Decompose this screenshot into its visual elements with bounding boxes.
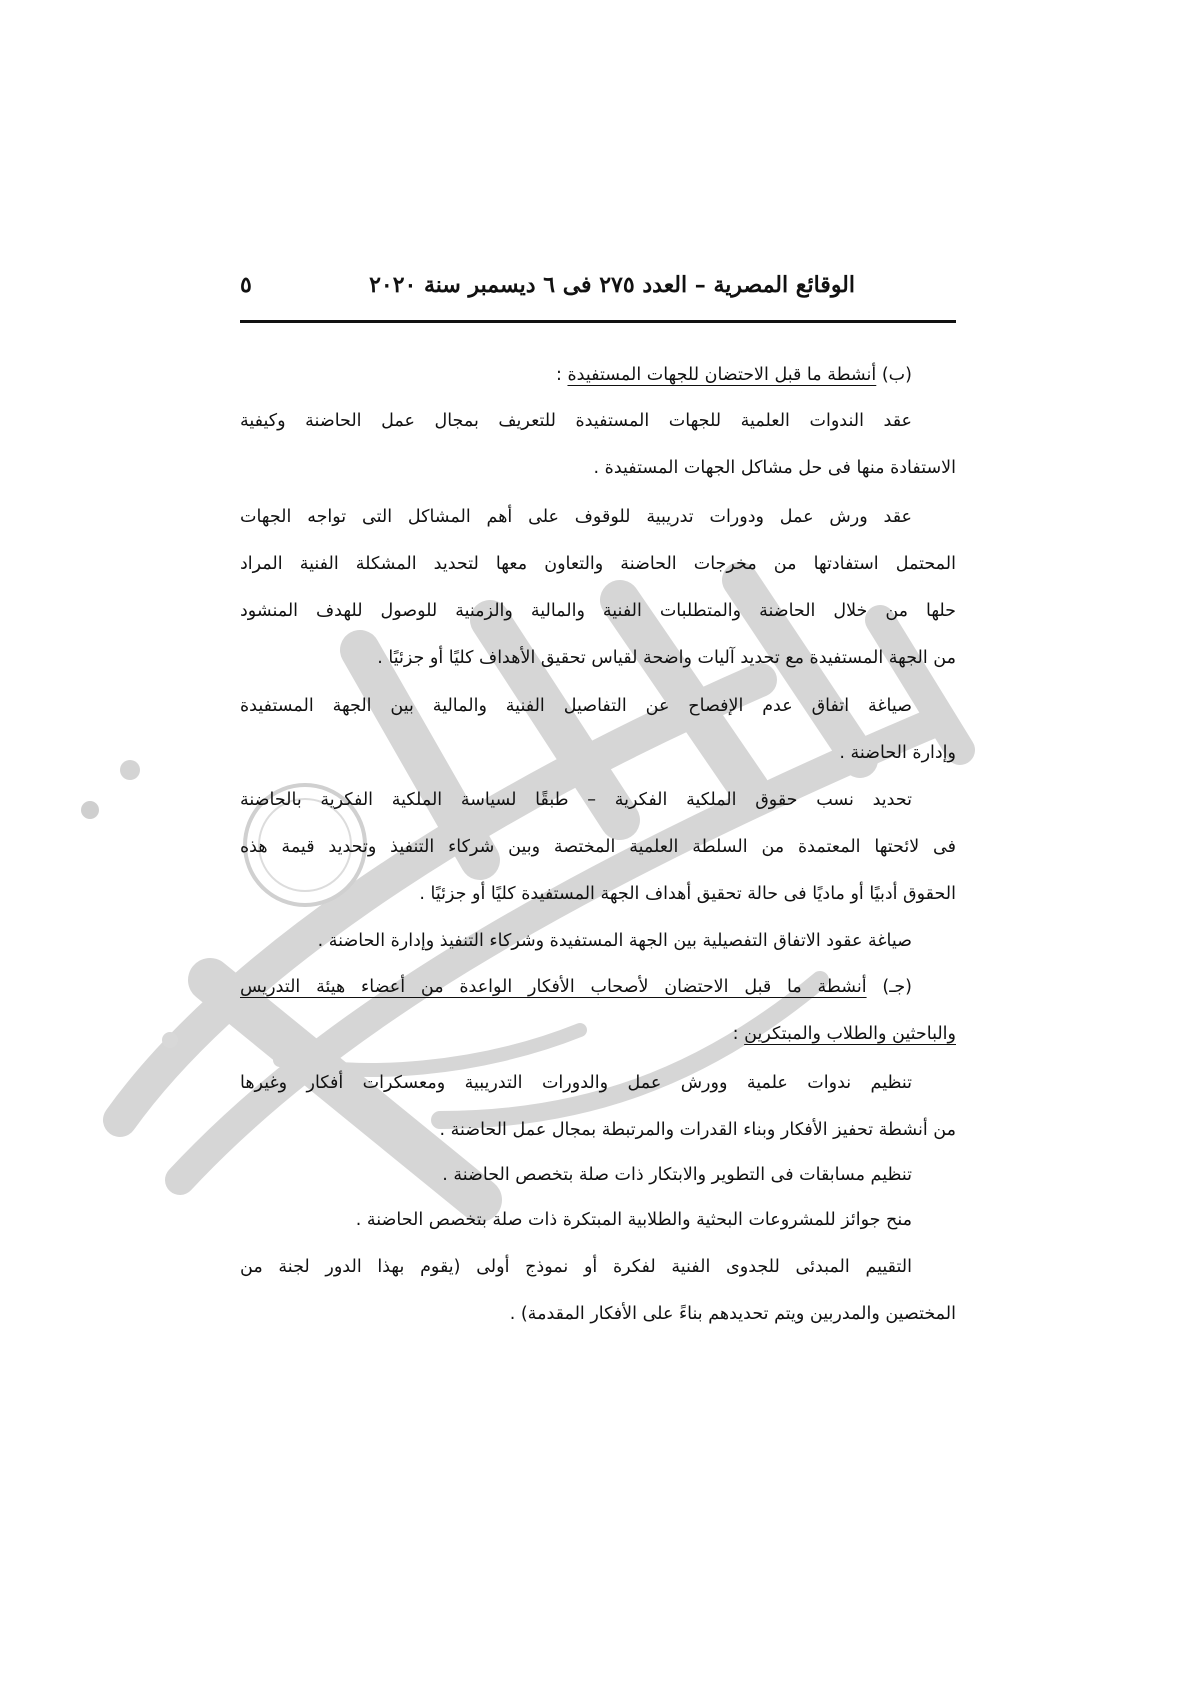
paragraph-line: التقييم المبدئى للجدوى الفنية لفكرة أو نموذج أولى (يقوم بهذا الدور لجنة من <box>240 1257 912 1277</box>
section-b-marker: (ب) <box>881 365 912 385</box>
section-c-heading <box>240 970 956 1004</box>
paragraph-line: عقد ورش عمل ودورات تدريبية للوقوف على أهم المشاكل التى تواجه الجهات <box>240 507 912 527</box>
paragraph-line: عقد الندوات العلمية للجهات المستفيدة للتعريف بمجال عمل الحاضنة وكيفية <box>240 411 912 431</box>
paragraph-line: الحقوق أدبيًا أو ماديًا فى حالة تحقيق أهداف الجهة المستفيدة كليًا أو جزئيًا . <box>419 884 956 904</box>
section-c-title: أنشطة ما قبل الاحتضان لأصحاب الأفكار الواعدة من أعضاء هيئة التدريس <box>240 977 867 997</box>
paragraph-line: من أنشطة تحفيز الأفكار وبناء القدرات والمرتبطة بمجال عمل الحاضنة . <box>439 1120 956 1140</box>
section-c-marker: (جـ) <box>882 977 912 997</box>
paragraph-line: المختصين والمدربين ويتم تحديدهم بناءً على الأفكار المقدمة) . <box>509 1304 956 1324</box>
paragraph-line: تنظيم مسابقات فى التطوير والابتكار ذات صلة بتخصص الحاضنة . <box>442 1165 912 1185</box>
paragraph-line: المحتمل استفادتها من مخرجات الحاضنة والتعاون معها لتحديد المشكلة الفنية المراد <box>240 554 956 574</box>
paragraph-line: وإدارة الحاضنة . <box>839 743 956 763</box>
section-b-heading <box>240 358 956 392</box>
page-header <box>240 270 955 310</box>
paragraph-line: تنظيم ندوات علمية وورش عمل والدورات التدريبية ومعسكرات أفكار وغيرها <box>240 1073 912 1093</box>
section-c-colon: : <box>732 1024 739 1044</box>
paragraph-line: الاستفادة منها فى حل مشاكل الجهات المستفيدة . <box>593 458 956 478</box>
paragraph-line: تحديد نسب حقوق الملكية الفكرية – طبقًا لسياسة الملكية الفكرية بالحاضنة <box>240 790 912 810</box>
page-number: ٥ <box>240 272 252 298</box>
section-b-title: أنشطة ما قبل الاحتضان للجهات المستفيدة <box>567 365 877 385</box>
paragraph-line: صياغة اتفاق عدم الإفصاح عن التفاصيل الفنية والمالية بين الجهة المستفيدة <box>240 696 912 716</box>
section-c-heading-continued <box>240 1017 956 1051</box>
section-c-title-continued: والباحثين والطلاب والمبتكرين <box>744 1024 956 1044</box>
section-b-colon: : <box>556 365 562 385</box>
paragraph-line: حلها من خلال الحاضنة والمتطلبات الفنية والمالية والزمنية للوصول للهدف المنشود <box>240 601 956 621</box>
paragraph-line: صياغة عقود الاتفاق التفصيلية بين الجهة المستفيدة وشركاء التنفيذ وإدارة الحاضنة . <box>317 931 912 951</box>
header-divider <box>240 320 956 323</box>
paragraph-line: منح جوائز للمشروعات البحثية والطلابية المبتكرة ذات صلة بتخصص الحاضنة . <box>355 1210 912 1230</box>
paragraph-line: من الجهة المستفيدة مع تحديد آليات واضحة لقياس تحقيق الأهداف كليًا أو جزئيًا . <box>377 648 956 668</box>
paragraph-line: فى لائحتها المعتمدة من السلطة العلمية المختصة وبين شركاء التنفيذ وتحديد قيمة هذه <box>240 837 956 857</box>
gazette-title: الوقائع المصرية – العدد ٢٧٥ فى ٦ ديسمبر سنة ٢٠٢٠ <box>369 272 855 298</box>
